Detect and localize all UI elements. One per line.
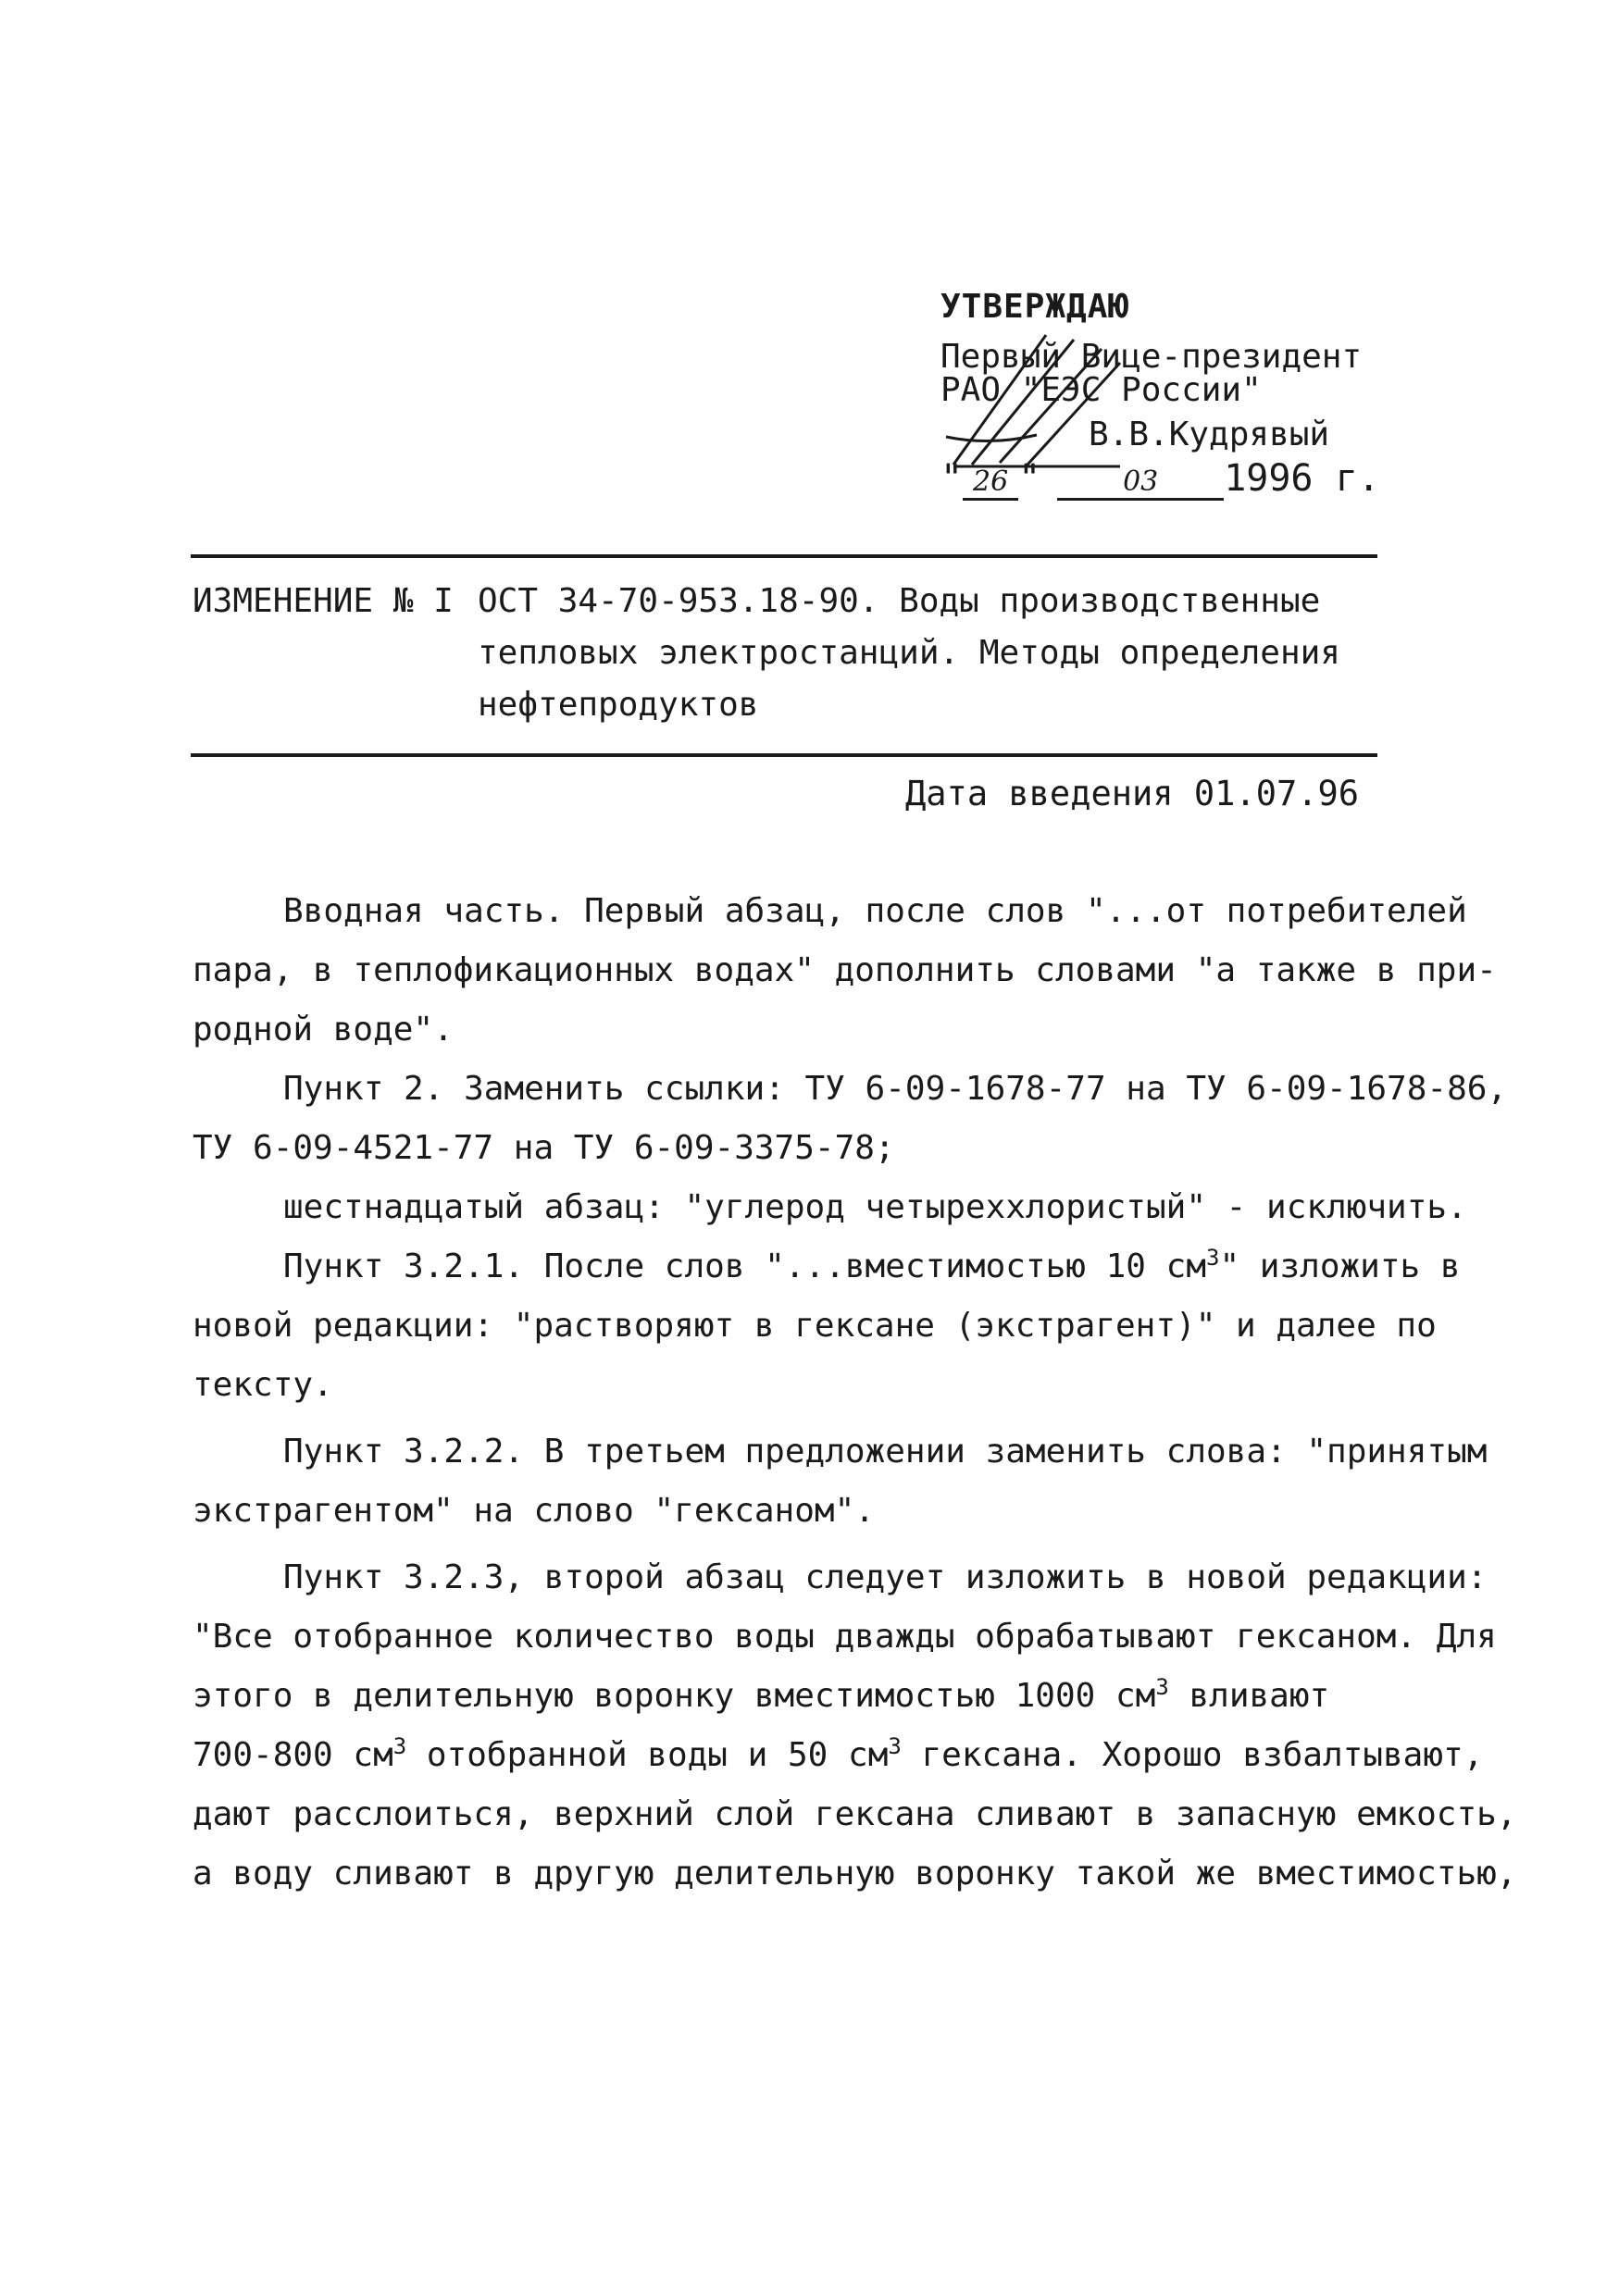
text-line: экстрагентом" на слово "гексаном".: [193, 1492, 875, 1530]
text-line: а воду сливают в другую делительную воронку такой же вместимостью,: [193, 1855, 1517, 1893]
approval-date-day: 26: [963, 465, 1018, 501]
approval-organization: РАО "ЕЭС России": [940, 371, 1262, 409]
superscript: 3: [392, 1733, 407, 1759]
text-line: "Все отобранное количество воды дважды обрабатывают гексаном. Для: [193, 1618, 1497, 1656]
text-line: новой редакции: "растворяют в гексане (экстрагент)" и далее по: [193, 1307, 1437, 1345]
text-line: тексту.: [193, 1366, 333, 1404]
text-line: дают расслоиться, верхний слой гексана сливают в запасную емкость,: [193, 1795, 1517, 1833]
text-line: Вводная часть. Первый абзац, после слов "...от потребителей: [283, 892, 1467, 930]
text-line: Пункт 3.2.2. В третьем предложении заменить слова: "принятым: [283, 1433, 1488, 1471]
text-line: 700-800 $см^3$ отобранной воды и 50 $см^3$ гексана. Хорошо взбалтывают,: [193, 1733, 1484, 1774]
text-line: этого в делительную воронку вместимостью 1000 $см^3$ вливают: [193, 1674, 1330, 1715]
approval-date-month: 03: [1057, 465, 1224, 501]
superscript: 3: [888, 1733, 902, 1759]
change-title: ОСТ 34-70-953.18-90. Воды производственные тепловых электростанций. Методы определения нефтепродуктов: [478, 582, 1340, 724]
approval-title: УТВЕРЖДАЮ: [940, 288, 1130, 326]
text-line: ТУ 6-09-4521-77 на ТУ 6-09-3375-78;: [193, 1129, 895, 1167]
approval-date-year: 1996 г.: [1224, 457, 1380, 500]
text-line: родной воде".: [193, 1011, 454, 1049]
approval-position: Первый Вице-президент: [940, 338, 1363, 376]
text-line: шестнадцатый абзац: "углерод четыреххлористый" - исключить.: [283, 1188, 1467, 1226]
divider-top: [191, 554, 1377, 558]
superscript: 3: [1155, 1674, 1169, 1700]
text-line: Пункт 3.2.1. После слов "...вместимостью 10 $см^3$" изложить в: [283, 1245, 1461, 1285]
approval-date: " 26 " 03 1996 г.: [940, 457, 1380, 500]
divider-bottom: [191, 753, 1377, 757]
superscript: 3: [1206, 1245, 1220, 1271]
text-line: пара, в теплофикационных водах" дополнить словами "а также в при-: [193, 951, 1497, 989]
text-line: Пункт 2. Заменить ссылки: ТУ 6-09-1678-77 на ТУ 6-09-1678-86,: [283, 1070, 1508, 1108]
change-label: ИЗМЕНЕНИЕ № I: [193, 582, 454, 620]
introduction-date: Дата введения 01.07.96: [905, 774, 1360, 813]
approval-name: В.В.Кудрявый: [1089, 416, 1330, 453]
text-line: Пункт 3.2.3, второй абзац следует изложить в новой редакции:: [283, 1558, 1488, 1596]
